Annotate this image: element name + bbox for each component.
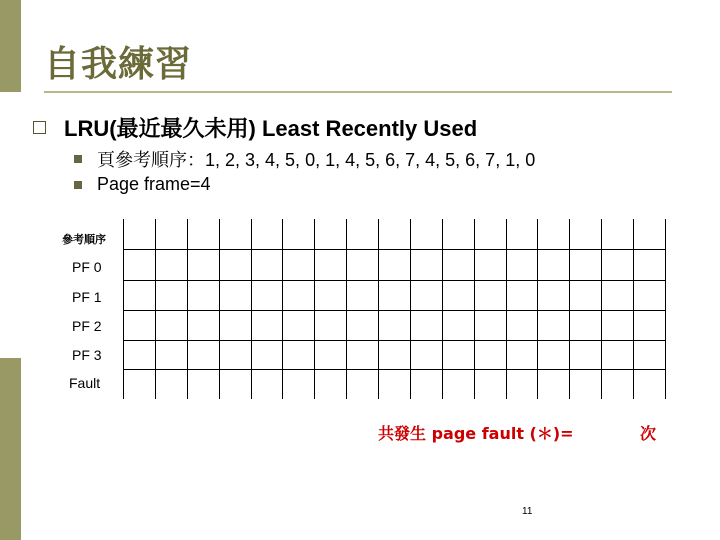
main-bullet-text: LRU(最近最久未用) Least Recently Used (64, 116, 478, 141)
decorative-side-bar-top (0, 0, 21, 92)
page-fault-summary-unit: 次 (640, 424, 657, 443)
table-row-label: PF 0 (72, 259, 102, 275)
sub-bullet-reference-order (74, 146, 535, 172)
sub-bullet-text: Page frame=4 (97, 174, 211, 194)
title-divider (44, 91, 672, 93)
hollow-square-bullet-icon (33, 121, 46, 134)
table-row-label: PF 3 (72, 347, 102, 363)
sub-bullet-page-frame (74, 174, 211, 195)
filled-square-bullet-icon (74, 155, 82, 163)
filled-square-bullet-icon (74, 181, 82, 189)
table-row-label: Fault (69, 375, 101, 391)
main-bullet (33, 112, 477, 143)
page-fault-summary: 共發生 page fault (＊)= (378, 424, 574, 443)
table-row-label: 參考順序 (62, 233, 106, 246)
decorative-side-bar-bottom (0, 358, 21, 540)
table-row-label: PF 2 (72, 318, 102, 334)
page-number: 11 (522, 506, 533, 517)
table-row-label: PF 1 (72, 289, 102, 305)
slide-title: 自我練習 (44, 44, 193, 85)
sub-bullet-text: 頁參考順序：1, 2, 3, 4, 5, 0, 1, 4, 5, 6, 7, 4, 5, 6, 7, 1, 0 (97, 150, 536, 170)
